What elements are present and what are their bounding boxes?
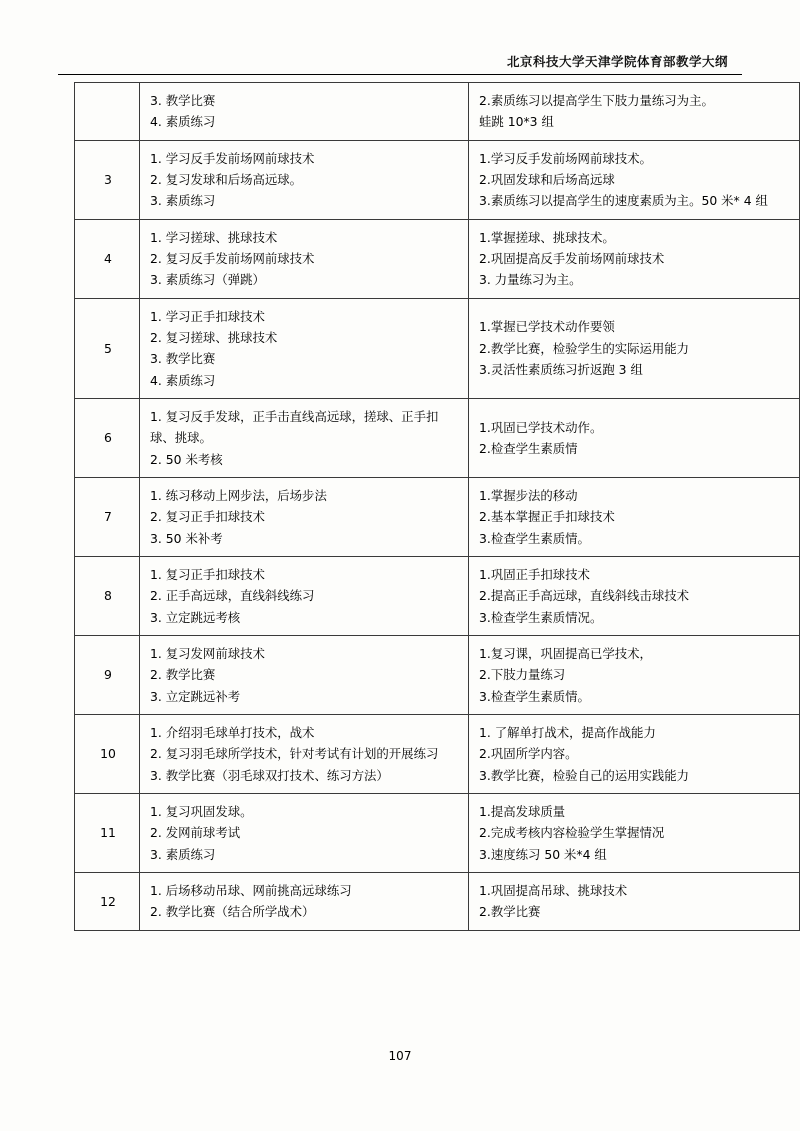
content-line: 2. 教学比赛（结合所学战术） (150, 904, 315, 920)
row-content-right (469, 793, 800, 872)
content-line: 1. 学习正手扣球技术 (150, 308, 265, 324)
table-row (75, 477, 800, 556)
content-line: 2. 复习搓球、挑球技术 (150, 329, 278, 345)
content-line: 2. 50 米考核 (150, 451, 223, 467)
content-line: 1.学习反手发前场网前球技术。 (479, 150, 652, 166)
row-number: 11 (75, 793, 140, 872)
header-divider (58, 74, 742, 75)
content-line: 3.检查学生素质情况。 (479, 609, 603, 625)
row-number: 10 (75, 714, 140, 793)
row-content-right (469, 477, 800, 556)
row-content-right (469, 398, 800, 477)
table-row (75, 219, 800, 298)
row-content-right (469, 219, 800, 298)
content-line: 1.掌握已学技术动作要领 (479, 319, 615, 335)
row-number: 4 (75, 219, 140, 298)
content-line: 4. 素质练习 (150, 372, 216, 388)
content-line: 1.提高发球质量 (479, 803, 566, 819)
content-line: 2.巩固发球和后场高远球 (479, 171, 615, 187)
content-line: 2.教学比赛，检验学生的实际运用能力 (479, 340, 690, 356)
row-number: 6 (75, 398, 140, 477)
content-line: 1.巩固正手扣球技术 (479, 566, 590, 582)
content-line: 2.完成考核内容检验学生掌握情况 (479, 825, 665, 841)
content-line: 2. 复习发球和后场高远球。 (150, 171, 303, 187)
row-content-right (469, 872, 800, 930)
table-row (75, 556, 800, 635)
row-content-left (140, 556, 469, 635)
content-line: 3. 立定跳远补考 (150, 688, 241, 704)
content-line: 2. 复习反手发前场网前球技术 (150, 250, 315, 266)
content-line: 3.灵活性素质练习折返跑 3 组 (479, 361, 643, 377)
content-line: 1. 后场移动吊球、网前挑高远球练习 (150, 882, 352, 898)
page-number: 107 (388, 1049, 412, 1063)
content-line: 2. 正手高远球，直线斜线练习 (150, 588, 315, 604)
content-line: 1. 复习正手扣球技术 (150, 566, 265, 582)
row-content-left (140, 140, 469, 219)
row-content-left (140, 872, 469, 930)
table-row (75, 872, 800, 930)
content-line: 3. 素质练习（弹跳） (150, 272, 265, 288)
content-line: 2. 教学比赛 (150, 667, 216, 683)
content-line: 3. 立定跳远考核 (150, 609, 241, 625)
content-line: 3.素质练习以提高学生的速度素质为主。50 米* 4 组 (479, 193, 768, 209)
table-row (75, 714, 800, 793)
content-line: 1.复习课，巩固提高已学技术， (479, 645, 652, 661)
content-line: 2.检查学生素质情 (479, 440, 578, 456)
row-content-left (140, 219, 469, 298)
content-line: 1. 练习移动上网步法，后场步法 (150, 487, 327, 503)
row-content-left (140, 398, 469, 477)
content-line: 3.检查学生素质情。 (479, 530, 590, 546)
content-line: 蛙跳 10*3 组 (479, 114, 554, 130)
content-line: 3. 教学比赛 (150, 93, 216, 108)
row-content-left (140, 714, 469, 793)
content-line: 1. 复习发网前球技术 (150, 645, 265, 661)
content-line: 2.巩固所学内容。 (479, 746, 578, 762)
content-line: 1.掌握搓球、挑球技术。 (479, 229, 615, 245)
content-line: 3. 教学比赛（羽毛球双打技术、练习方法） (150, 767, 389, 783)
content-line: 1.巩固已学技术动作。 (479, 419, 603, 435)
row-content-left (140, 635, 469, 714)
row-content-left (140, 83, 469, 141)
content-line: 2. 发网前球考试 (150, 825, 241, 841)
content-line: 3.教学比赛，检验自己的运用实践能力 (479, 767, 690, 783)
content-line: 2.教学比赛 (479, 904, 541, 920)
row-number: 8 (75, 556, 140, 635)
content-line: 1. 复习巩固发球。 (150, 803, 253, 819)
content-line: 2.巩固提高反手发前场网前球技术 (479, 250, 665, 266)
content-line: 1.巩固提高吊球、挑球技术 (479, 882, 628, 898)
row-content-right (469, 714, 800, 793)
content-line: 2. 复习正手扣球技术 (150, 509, 265, 525)
content-line: 1.掌握步法的移动 (479, 487, 578, 503)
row-number: 12 (75, 872, 140, 930)
content-line: 1. 了解单打战术，提高作战能力 (479, 724, 656, 740)
page-header: 北京科技大学天津学院体育部教学大纲 (506, 54, 728, 69)
content-line: 3. 50 米补考 (150, 530, 223, 546)
content-line: 1. 复习反手发球，正手击直线高远球，搓球、正手扣球、挑球。 (150, 408, 439, 446)
row-content-right (469, 140, 800, 219)
row-number: 9 (75, 635, 140, 714)
content-line: 3. 素质练习 (150, 193, 216, 209)
row-number (75, 83, 140, 141)
row-content-right (469, 635, 800, 714)
content-line: 4. 素质练习 (150, 114, 216, 130)
content-line: 2.基本掌握正手扣球技术 (479, 509, 615, 525)
row-number: 7 (75, 477, 140, 556)
content-line: 2.下肢力量练习 (479, 667, 566, 683)
content-line: 1. 学习搓球、挑球技术 (150, 229, 278, 245)
table-body (75, 83, 800, 931)
row-content-right (469, 556, 800, 635)
row-content-left (140, 477, 469, 556)
table-row (75, 793, 800, 872)
content-line: 3.速度练习 50 米*4 组 (479, 846, 607, 862)
content-line: 3. 力量练习为主。 (479, 272, 582, 288)
content-line: 2.提高正手高远球，直线斜线击球技术 (479, 588, 690, 604)
content-line: 3.检查学生素质情。 (479, 688, 590, 704)
row-number: 3 (75, 140, 140, 219)
content-line: 2. 复习羽毛球所学技术，针对考试有计划的开展练习 (150, 746, 439, 762)
table-row (75, 398, 800, 477)
content-line: 3. 教学比赛 (150, 351, 216, 367)
table-row (75, 83, 800, 141)
table-row (75, 635, 800, 714)
row-number: 5 (75, 298, 140, 398)
content-line: 2.素质练习以提高学生下肢力量练习为主。 (479, 93, 714, 108)
syllabus-table (74, 82, 800, 931)
content-line: 1. 介绍羽毛球单打技术，战术 (150, 724, 315, 740)
table-row (75, 140, 800, 219)
row-content-left (140, 793, 469, 872)
content-line: 1. 学习反手发前场网前球技术 (150, 150, 315, 166)
row-content-right (469, 298, 800, 398)
content-line: 3. 素质练习 (150, 846, 216, 862)
row-content-right (469, 83, 800, 141)
row-content-left (140, 298, 469, 398)
table-row (75, 298, 800, 398)
